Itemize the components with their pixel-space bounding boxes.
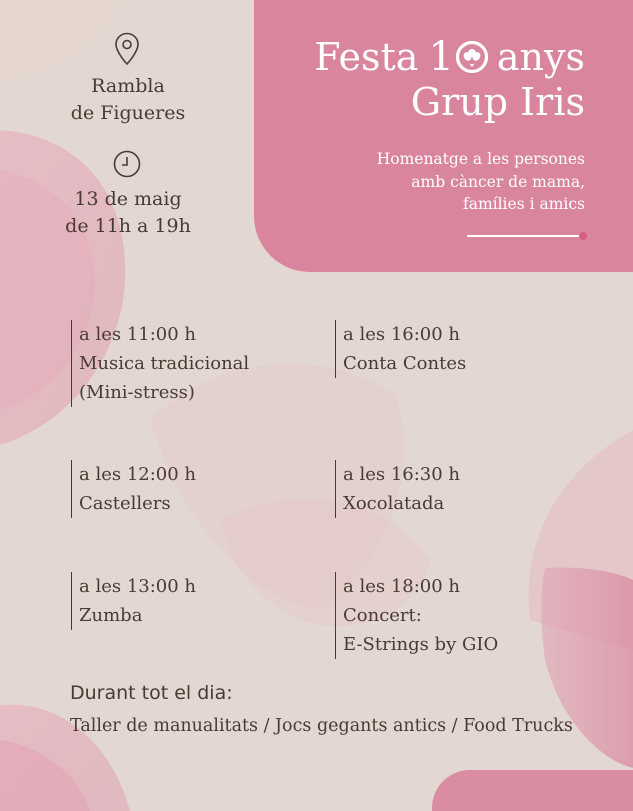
schedule-time: a les 12:00 h [79,464,197,485]
all-day-heading: Durant tot el dia: [70,682,233,704]
schedule-activity-detail: (Mini-stress) [79,382,195,403]
location-pin-icon [114,32,140,66]
title-divider-dot [579,232,587,240]
location-text [40,73,216,127]
subtitle-line: amb càncer de mama, [411,172,585,191]
schedule-item [71,320,249,407]
schedule-activity-detail: E-Strings by GIO [343,634,499,655]
title-divider [467,235,581,237]
event-subtitle [325,148,585,216]
ten-years-mark [428,34,488,80]
schedule-item [71,460,196,518]
title-line-2: Grup Iris [410,80,585,124]
subtitle-line: famílies i amics [462,195,585,213]
schedule-activity: Xocolatada [343,493,445,514]
subtitle-line: Homenatge a les persones [376,150,585,168]
date-text [40,186,216,240]
schedule-item [335,572,498,659]
schedule-time: a les 18:00 h [343,576,461,597]
schedule-activity: Castellers [79,493,171,514]
schedule-time: a les 16:00 h [343,324,461,345]
date-line: 13 de maig [74,188,182,210]
schedule-time: a les 11:00 h [79,324,197,345]
bottom-accent [432,770,633,811]
schedule-item [71,572,196,630]
flower-zero-icon [455,40,489,74]
schedule-activity: Zumba [79,605,143,626]
time-range-line: de 11h a 19h [65,215,191,237]
title-line-1 [314,34,585,80]
schedule-activity: Musica tradicional [79,353,250,374]
location-line: Rambla [91,75,165,97]
schedule-time: a les 13:00 h [79,576,197,597]
title-word-festa: Festa [314,35,419,79]
location-line: de Figueres [70,102,186,124]
schedule-activity: Conta Contes [343,353,467,374]
schedule-item [335,460,460,518]
clock-icon [113,150,141,178]
event-title [314,34,585,124]
schedule-activity: Concert: [343,605,422,626]
schedule-time: a les 16:30 h [343,464,461,485]
all-day-activities: Taller de manualitats / Jocs gegants antics / Food Trucks [70,716,573,736]
schedule-item [335,320,466,378]
ten-digit-one: 1 [428,34,454,80]
title-word-anys: anys [496,35,585,79]
